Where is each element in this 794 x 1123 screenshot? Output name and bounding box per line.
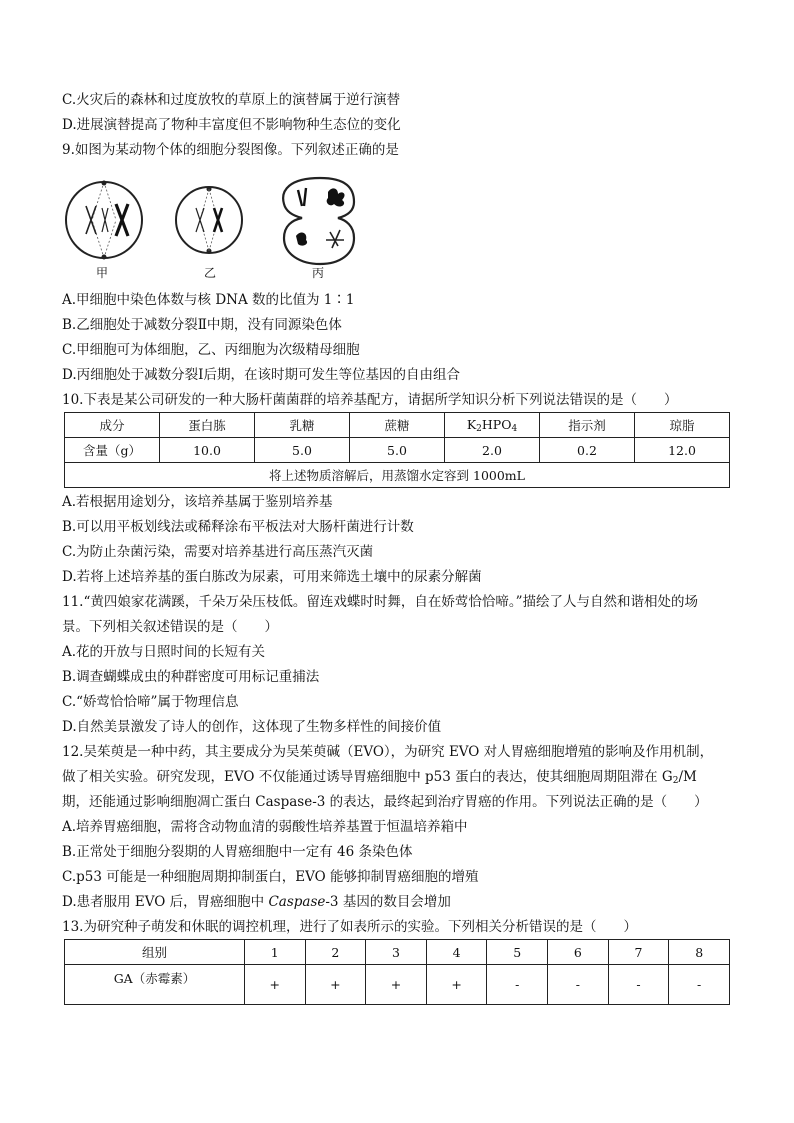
table-cell: 5.0 <box>350 438 445 463</box>
q9-option-b: B.乙细胞处于减数分裂Ⅱ中期，没有同源染色体 <box>62 317 342 333</box>
cell-division-figure <box>62 170 362 282</box>
table-cell: + <box>366 965 427 1005</box>
q12d-pre: D.患者服用 EVO 后，胃癌细胞中 <box>62 894 269 910</box>
header-cell: 指示剂 <box>540 413 635 438</box>
formula-hpo: HPO <box>481 416 512 432</box>
formula-k: K <box>466 416 477 432</box>
q12-option-c: C.p53 可能是一种细胞周期抑制蛋白，EVO 能够抑制胃癌细胞的增殖 <box>62 869 479 885</box>
q9-stem: 9.如图为某动物个体的细胞分裂图像。下列叙述正确的是 <box>62 142 399 158</box>
q11-stem-line1: 11.“黄四娘家花满蹊，千朵万朵压枝低。留连戏蝶时时舞，自在娇莺恰恰啼。”描绘了人与自然和谐相处的场 <box>62 594 699 610</box>
q11-option-b: B.调查蝴蝶成虫的种群密度可用标记重捕法 <box>62 669 320 685</box>
q12d-gene: Caspase <box>268 894 326 910</box>
cell-jia-diagram <box>66 181 142 260</box>
table-header-row <box>65 940 730 965</box>
header-cell: 2 <box>305 940 366 965</box>
header-cell: 4 <box>426 940 487 965</box>
table-cell: + <box>244 965 305 1005</box>
table-cell: 5.0 <box>255 438 350 463</box>
medium-recipe-table <box>64 412 730 488</box>
q11-option-a: A.花的开放与日照时间的长短有关 <box>62 644 266 660</box>
q12-stem-line2 <box>62 767 697 791</box>
q9-option-a: A.甲细胞中染色体数与核 DNA 数的比值为 1∶1 <box>62 292 355 308</box>
q10-stem: 10.下表是某公司研发的一种大肠杆菌菌群的培养基配方，请据所学知识分析下列说法错误的是（ ） <box>62 392 678 408</box>
table-cell: - <box>608 965 669 1005</box>
header-cell: 8 <box>669 940 730 965</box>
formula-sub-2: 2 <box>476 423 482 434</box>
table-row <box>65 965 730 1005</box>
ga-experiment-table <box>64 939 730 1005</box>
q12-g2-subscript: 2 <box>672 776 679 786</box>
q9-option-d: D.丙细胞处于减数分裂Ⅰ后期，在该时期可发生等位基因的自由组合 <box>62 367 460 383</box>
table-row <box>65 438 730 463</box>
q13-stem: 13.为研究种子萌发和休眠的调控机理，进行了如表所示的实验。下列相关分析错误的是（ ） <box>62 919 637 935</box>
q12-line2-end: /M <box>678 769 697 785</box>
q11-option-c: C.“娇莺恰恰啼”属于物理信息 <box>62 694 239 710</box>
header-cell: 组别 <box>65 940 245 965</box>
header-cell: 成分 <box>65 413 160 438</box>
q12d-post: -3 基因的数目会增加 <box>325 894 451 910</box>
header-cell: 1 <box>244 940 305 965</box>
q8-option-c: C.火灾后的森林和过度放牧的草原上的演替属于逆行演替 <box>62 92 401 108</box>
label-yi: 乙 <box>204 266 217 280</box>
q12-option-a: A.培养胃癌细胞，需将含动物血清的弱酸性培养基置于恒温培养箱中 <box>62 819 468 835</box>
header-cell: 7 <box>608 940 669 965</box>
row-label: 含量（g） <box>65 438 160 463</box>
table-cell: - <box>548 965 609 1005</box>
header-cell: 乳糖 <box>255 413 350 438</box>
table-cell: + <box>426 965 487 1005</box>
q11-stem-line2: 景。下列相关叙述错误的是（ ） <box>62 619 278 635</box>
q11-option-d: D.自然美景激发了诗人的创作，这体现了生物多样性的间接价值 <box>62 719 442 735</box>
q8-option-d: D.进展演替提高了物种丰富度但不影响物种生态位的变化 <box>62 117 401 133</box>
table-footer: 将上述物质溶解后，用蒸馏水定容到 1000mL <box>65 463 730 488</box>
table-header-row <box>65 413 730 438</box>
q12-option-b: B.正常处于细胞分裂期的人胃癌细胞中一定有 46 条染色体 <box>62 844 413 860</box>
header-cell: 蔗糖 <box>350 413 445 438</box>
q12-option-d <box>62 892 451 912</box>
q10-option-a: A.若根据用途划分，该培养基属于鉴别培养基 <box>62 494 333 510</box>
header-cell: 5 <box>487 940 548 965</box>
header-cell: 6 <box>548 940 609 965</box>
q12-stem-line3: 期，还能通过影响细胞凋亡蛋白 Caspase-3 的表达，最终起到治疗胃癌的作用。下列说法正确的是（ ） <box>62 794 708 810</box>
header-cell: 蛋白胨 <box>160 413 255 438</box>
cell-bing-diagram <box>283 178 354 264</box>
table-cell: 12.0 <box>635 438 730 463</box>
q10-option-b: B.可以用平板划线法或稀释涂布平板法对大肠杆菌进行计数 <box>62 519 414 535</box>
header-cell: 3 <box>366 940 427 965</box>
table-cell: 10.0 <box>160 438 255 463</box>
q10-option-d: D.若将上述培养基的蛋白胨改为尿素，可用来筛选土壤中的尿素分解菌 <box>62 569 482 585</box>
table-cell: - <box>487 965 548 1005</box>
table-cell: 0.2 <box>540 438 635 463</box>
cell-yi-diagram <box>176 187 242 254</box>
header-cell: 琼脂 <box>635 413 730 438</box>
table-footer-row <box>65 463 730 488</box>
row-label: GA（赤霉素） <box>65 965 245 1005</box>
table-cell: + <box>305 965 366 1005</box>
table-cell: - <box>669 965 730 1005</box>
label-bing: 丙 <box>312 266 325 280</box>
q12-stem-line1: 12.吴茱萸是一种中药，其主要成分为吴茱萸碱（EVO），为研究 EVO 对人胃癌细胞增殖的影响及作用机制， <box>62 744 714 760</box>
q10-option-c: C.为防止杂菌污染，需要对培养基进行高压蒸汽灭菌 <box>62 544 374 560</box>
header-cell-k2hpo4 <box>445 413 540 438</box>
q9-option-c: C.甲细胞可为体细胞，乙、丙细胞为次级精母细胞 <box>62 342 360 358</box>
table-cell: 2.0 <box>445 438 540 463</box>
label-jia: 甲 <box>96 266 109 280</box>
q12-line2-text: 做了相关实验。研究发现，EVO 不仅能通过诱导胃癌细胞中 p53 蛋白的表达，使其细胞周期阻滞在 G <box>62 769 673 785</box>
formula-sub-4: 4 <box>511 423 518 434</box>
